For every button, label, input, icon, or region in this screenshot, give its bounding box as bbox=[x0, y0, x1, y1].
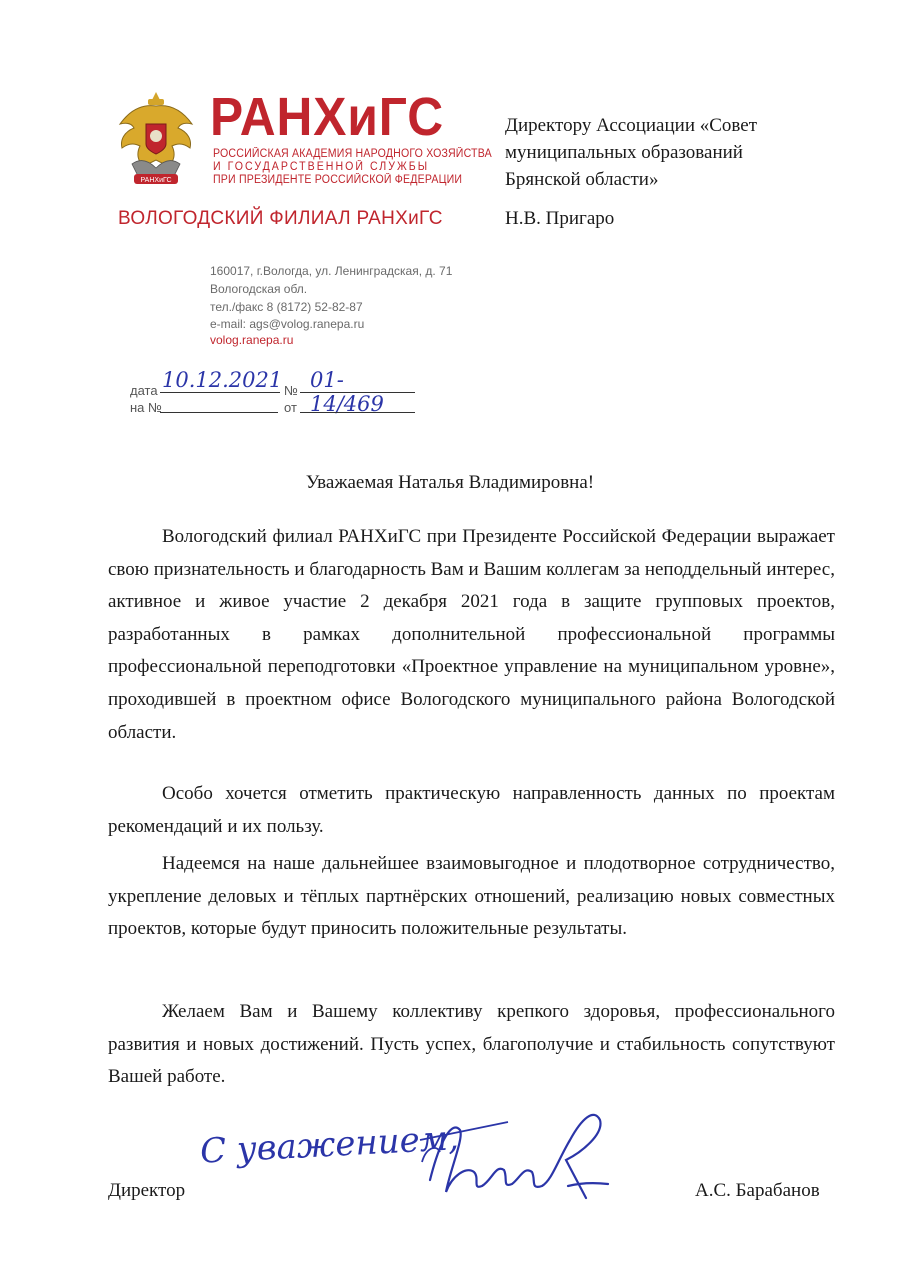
paragraph-1: Вологодский филиал РАНХиГС при Президенте Российской Федерации выражает свою признательность и благодарность Вам и Вашим коллегам за неподдельный интерес, активное и живое участие 2 декабря 2021 года в защите групповых проектов, разработанных в рамках дополнительной профессиональной программы профессиональной переподготовки «Проектное управление на муниципальном уровне», проходившей в проектном офисе Вологодского муниципального района Вологодской области. bbox=[108, 526, 835, 743]
brand-logo-text: РАНХиГС bbox=[210, 87, 445, 147]
handwritten-closing: С уважением, bbox=[199, 1118, 460, 1172]
date-field bbox=[160, 368, 283, 393]
director-signature-scribble bbox=[190, 1100, 640, 1210]
brand-subtitle-line-2: И ГОСУДАРСТВЕННОЙ СЛУЖБЫ bbox=[213, 161, 430, 173]
number-field bbox=[300, 368, 415, 416]
recipient-line-2: муниципальных образований bbox=[505, 142, 743, 163]
branch-name: ВОЛОГОДСКИЙ ФИЛИАЛ РАНХиГС bbox=[118, 208, 443, 229]
paragraph-3: Надеемся на наше дальнейшее взаимовыгодное и плодотворное сотрудничество, укрепление деловых и тёплых партнёрских отношений, реализацию новых совместных проектов, которые будут приносить положительные результаты. bbox=[108, 853, 835, 940]
number-value: 01-14/469 bbox=[310, 368, 384, 416]
website-link[interactable]: volog.ranepa.ru bbox=[210, 333, 294, 347]
signatory-role: Директор bbox=[108, 1180, 186, 1201]
reply-number-field bbox=[160, 394, 278, 413]
brand-subtitle-line-1: РОССИЙСКАЯ АКАДЕМИЯ НАРОДНОГО ХОЗЯЙСТВА bbox=[213, 148, 492, 160]
greeting: Уважаемая Наталья Владимировна! bbox=[305, 472, 595, 493]
recipient-name: Н.В. Пригаро bbox=[505, 208, 615, 229]
number-label: № bbox=[284, 383, 298, 398]
recipient-line-3: Брянской области» bbox=[505, 169, 659, 190]
recipient-line-1: Директору Ассоциации «Совет bbox=[505, 115, 758, 136]
address-line-street: 160017, г.Вологда, ул. Ленинградская, д. 71 bbox=[210, 264, 453, 278]
date-label: дата bbox=[130, 383, 158, 398]
brand-subtitle-line-3: ПРИ ПРЕЗИДЕНТЕ РОССИЙСКОЙ ФЕДЕРАЦИИ bbox=[213, 174, 463, 186]
address-line-region: Вологодская обл. bbox=[210, 282, 308, 296]
emblem-ribbon-text: РАНХиГС bbox=[140, 177, 172, 184]
reply-from-field bbox=[300, 394, 415, 413]
reply-from-label: от bbox=[284, 400, 297, 415]
recipient-block bbox=[505, 112, 757, 193]
date-value: 10.12.2021 bbox=[162, 368, 283, 392]
address-line-phone: тел./факс 8 (8172) 52-82-87 bbox=[210, 300, 363, 314]
reply-number-label: на № bbox=[130, 400, 162, 415]
paragraph-2: Особо хочется отметить практическую направленность данных по проектам рекомендаций и их пользу. bbox=[108, 783, 835, 837]
double-headed-eagle-emblem bbox=[112, 90, 200, 190]
signatory-name: А.С. Барабанов bbox=[695, 1180, 820, 1201]
paragraph-4: Желаем Вам и Вашему коллективу крепкого здоровья, профессионального развития и новых достижений. Пусть успех, благополучие и стабильность сопутствуют Вашей работе. bbox=[108, 1001, 835, 1088]
address-line-email: e-mail: ags@volog.ranepa.ru bbox=[210, 317, 365, 331]
